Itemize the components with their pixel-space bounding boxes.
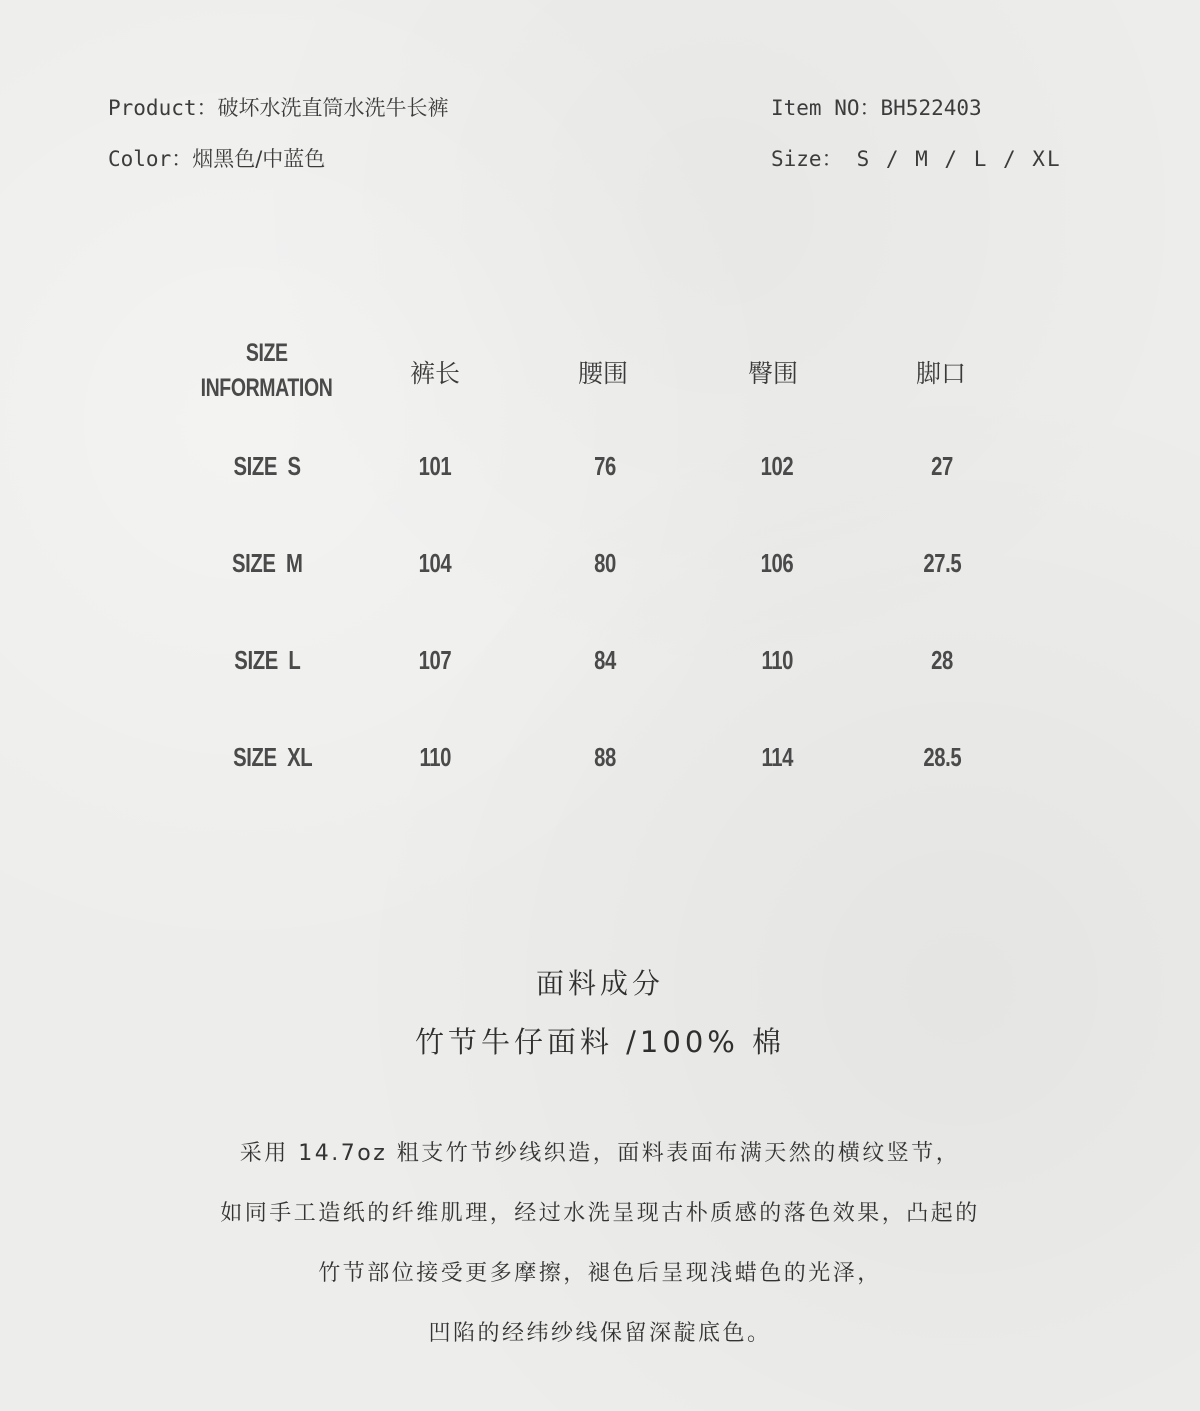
table-cell [355,742,515,773]
table-cell [355,645,515,676]
row-label-text: SIZE S [233,451,301,481]
fabric-heading: 面料成分 [535,967,664,1000]
table-cell [525,742,685,773]
size-label: Size： [771,147,843,171]
column-header-hip: 臀围 [747,359,798,388]
table-row-label [167,645,367,676]
description-line: 竹节部位接受更多摩擦，褪色后呈现浅蜡色的光泽， [318,1261,882,1286]
cell-value: 101 [418,451,452,481]
cell-value: 76 [594,451,616,481]
table-cell [525,645,685,676]
cell-value: 110 [419,742,451,772]
size-field [771,143,1062,173]
table-cell [525,451,685,482]
cell-value: 104 [418,548,452,578]
table-cell [525,548,685,579]
size-information-line2: INFORMATION [201,374,333,402]
color-label: Color： [108,147,193,171]
table-cell [355,548,515,579]
table-cell [355,451,515,482]
table-row-label [173,742,373,773]
description-line: 如同手工造纸的纤维肌理，经过水洗呈现古朴质感的落色效果，凸起的 [220,1201,980,1226]
row-label-text: SIZE XL [233,742,313,772]
fabric-composition: 竹节牛仔面料 /100% 棉 [414,1025,786,1059]
row-label-text: SIZE M [231,548,303,578]
table-cell [697,451,857,482]
column-header-hem: 脚口 [915,359,966,388]
table-cell [862,451,1022,482]
product-label: Product： [108,96,218,120]
cell-value: 88 [594,742,616,772]
cell-value: 107 [418,645,452,675]
table-cell [697,548,857,579]
column-header-waist: 腰围 [577,359,628,388]
column-header-length: 裤长 [409,359,460,388]
cell-value: 80 [594,548,616,578]
item-number-value: BH522403 [880,96,982,120]
cell-value: 28.5 [923,742,961,772]
table-cell [862,645,1022,676]
table-cell [697,645,857,676]
table-row-label [167,548,367,579]
product-field [108,92,449,122]
color-field [108,143,325,173]
cell-value: 110 [761,645,793,675]
cell-value: 27.5 [923,548,961,578]
row-label-text: SIZE L [233,645,301,675]
size-information-line1: SIZE [246,339,288,367]
table-cell [862,742,1022,773]
description-line: 采用 14.7oz 粗支竹节纱线织造，面料表面布满天然的横纹竖节， [239,1141,961,1166]
description-line: 凹陷的经纬纱线保留深靛底色。 [428,1321,772,1346]
cell-value: 27 [931,451,953,481]
cell-value: 102 [760,451,794,481]
cell-value: 84 [594,645,616,675]
item-number-field [771,92,982,122]
size-value: S / M / L / XL [856,147,1062,171]
product-value: 破坏水洗直筒水洗牛长裤 [217,96,449,120]
table-cell [697,742,857,773]
table-cell [862,548,1022,579]
cell-value: 106 [760,548,794,578]
item-number-label: Item NO： [771,96,881,120]
size-information-header [167,336,367,406]
cell-value: 28 [931,645,953,675]
table-row-label [167,451,367,482]
cell-value: 114 [761,742,793,772]
color-value: 烟黑色/中蓝色 [192,147,326,171]
